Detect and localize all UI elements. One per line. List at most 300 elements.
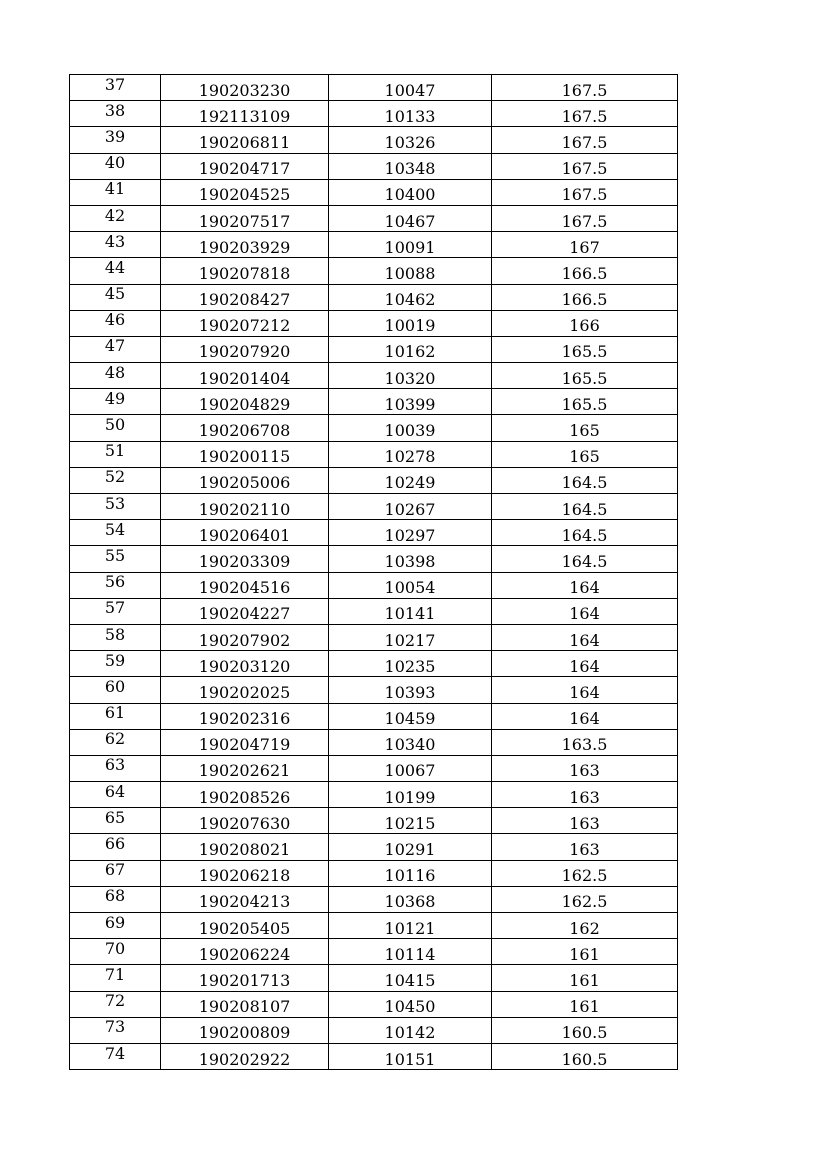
id-number-cell-text: 190202922 (198, 1049, 291, 1069)
score-cell-text: 166 (569, 316, 600, 336)
score-table-body (70, 75, 678, 1070)
score-cell-text: 164 (569, 578, 600, 598)
ticket-number-cell (329, 572, 492, 598)
ticket-number-cell-text: 10217 (384, 630, 436, 650)
rank-cell (70, 336, 161, 362)
score-cell (492, 258, 678, 284)
rank-cell (70, 546, 161, 572)
score-cell-text: 163.5 (561, 735, 608, 755)
ticket-number-cell (329, 389, 492, 415)
score-cell-text: 165.5 (561, 342, 608, 362)
id-number-cell (161, 415, 329, 441)
id-number-cell-text: 190207920 (198, 342, 291, 362)
rank-cell-text: 38 (104, 100, 126, 120)
score-cell-text: 164 (569, 630, 600, 650)
rank-cell-text: 65 (104, 807, 126, 827)
ticket-number-cell (329, 624, 492, 650)
id-number-cell-text: 190203120 (198, 656, 291, 676)
ticket-number-cell-text: 10039 (384, 421, 436, 441)
ticket-number-cell-text: 10267 (384, 499, 436, 519)
id-number-cell (161, 232, 329, 258)
ticket-number-cell-text: 10249 (384, 473, 436, 493)
id-number-cell-text: 190204516 (198, 578, 291, 598)
rank-cell (70, 467, 161, 493)
table-row (70, 729, 678, 755)
score-cell-text: 167.5 (561, 80, 608, 100)
score-cell-text: 163 (569, 840, 600, 860)
table-row (70, 965, 678, 991)
id-number-cell-text: 190204227 (198, 604, 291, 624)
id-number-cell-text: 190207517 (198, 211, 291, 231)
table-row (70, 284, 678, 310)
rank-cell (70, 310, 161, 336)
id-number-cell-text: 190207818 (198, 263, 291, 283)
table-row (70, 782, 678, 808)
score-cell (492, 75, 678, 101)
score-cell (492, 886, 678, 912)
rank-cell-text: 56 (104, 572, 126, 592)
table-row (70, 153, 678, 179)
rank-cell (70, 153, 161, 179)
rank-cell-text: 68 (104, 886, 126, 906)
ticket-number-cell (329, 886, 492, 912)
score-cell (492, 127, 678, 153)
ticket-number-cell-text: 10326 (384, 132, 436, 152)
rank-cell (70, 729, 161, 755)
ticket-number-cell (329, 834, 492, 860)
rank-cell (70, 101, 161, 127)
id-number-cell (161, 363, 329, 389)
table-row (70, 494, 678, 520)
ticket-number-cell-text: 10067 (384, 761, 436, 781)
id-number-cell (161, 913, 329, 939)
id-number-cell-text: 190202621 (198, 761, 291, 781)
rank-cell-text: 41 (104, 179, 126, 199)
score-cell (492, 965, 678, 991)
score-cell-text: 167.5 (561, 211, 608, 231)
score-cell-text: 166.5 (561, 263, 608, 283)
id-number-cell-text: 190204829 (198, 394, 291, 414)
ticket-number-cell-text: 10320 (384, 368, 436, 388)
id-number-cell (161, 101, 329, 127)
score-cell-text: 163 (569, 761, 600, 781)
score-cell-text: 161 (569, 970, 600, 990)
ticket-number-cell-text: 10116 (384, 866, 436, 886)
rank-cell (70, 886, 161, 912)
score-cell-text: 162 (569, 918, 600, 938)
rank-cell-text: 61 (104, 703, 126, 723)
id-number-cell-text: 190200115 (198, 447, 291, 467)
score-cell (492, 860, 678, 886)
score-cell-text: 165.5 (561, 394, 608, 414)
id-number-cell (161, 336, 329, 362)
score-cell-text: 165 (569, 421, 600, 441)
score-cell (492, 1017, 678, 1043)
ticket-number-cell (329, 1043, 492, 1069)
table-row (70, 205, 678, 231)
score-cell (492, 467, 678, 493)
ticket-number-cell-text: 10047 (384, 80, 436, 100)
rank-cell-text: 40 (104, 153, 126, 173)
id-number-cell-text: 190207902 (198, 630, 291, 650)
score-cell-text: 164.5 (561, 551, 608, 571)
score-cell-text: 164 (569, 682, 600, 702)
id-number-cell (161, 572, 329, 598)
score-cell (492, 651, 678, 677)
id-number-cell (161, 310, 329, 336)
table-row (70, 913, 678, 939)
id-number-cell (161, 834, 329, 860)
score-cell (492, 572, 678, 598)
ticket-number-cell-text: 10091 (384, 237, 436, 257)
id-number-cell-text: 190206401 (198, 525, 291, 545)
table-row (70, 703, 678, 729)
id-number-cell-text: 190208427 (198, 290, 291, 310)
table-row (70, 179, 678, 205)
ticket-number-cell-text: 10054 (384, 578, 436, 598)
ticket-number-cell (329, 729, 492, 755)
table-row (70, 232, 678, 258)
id-number-cell (161, 153, 329, 179)
id-number-cell (161, 179, 329, 205)
score-cell-text: 164 (569, 709, 600, 729)
rank-cell (70, 624, 161, 650)
ticket-number-cell-text: 10450 (384, 997, 436, 1017)
rank-cell-text: 47 (104, 336, 126, 356)
ticket-number-cell-text: 10467 (384, 211, 436, 231)
ticket-number-cell-text: 10019 (384, 316, 436, 336)
ticket-number-cell (329, 153, 492, 179)
ticket-number-cell (329, 991, 492, 1017)
id-number-cell (161, 782, 329, 808)
id-number-cell (161, 965, 329, 991)
id-number-cell (161, 886, 329, 912)
id-number-cell-text: 190206218 (198, 866, 291, 886)
rank-cell-text: 39 (104, 126, 126, 146)
id-number-cell-text: 190204717 (198, 159, 291, 179)
rank-cell-text: 66 (104, 834, 126, 854)
score-cell (492, 310, 678, 336)
rank-cell-text: 42 (104, 205, 126, 225)
score-cell-text: 164.5 (561, 525, 608, 545)
id-number-cell-text: 190200809 (198, 1023, 291, 1043)
table-row (70, 258, 678, 284)
score-cell (492, 703, 678, 729)
score-cell-text: 164 (569, 656, 600, 676)
rank-cell-text: 63 (104, 755, 126, 775)
id-number-cell (161, 494, 329, 520)
rank-cell-text: 37 (104, 74, 126, 94)
score-cell-text: 164.5 (561, 499, 608, 519)
score-cell (492, 415, 678, 441)
rank-cell (70, 179, 161, 205)
rank-cell (70, 1043, 161, 1069)
rank-cell (70, 782, 161, 808)
rank-cell (70, 1017, 161, 1043)
rank-cell (70, 939, 161, 965)
id-number-cell-text: 190207212 (198, 316, 291, 336)
score-cell-text: 164.5 (561, 473, 608, 493)
table-row (70, 598, 678, 624)
table-row (70, 991, 678, 1017)
id-number-cell-text: 190203230 (198, 80, 291, 100)
score-cell-text: 167.5 (561, 185, 608, 205)
rank-cell-text: 43 (104, 231, 126, 251)
ticket-number-cell-text: 10114 (384, 944, 436, 964)
id-number-cell (161, 127, 329, 153)
score-cell (492, 284, 678, 310)
ticket-number-cell-text: 10459 (384, 709, 436, 729)
rank-cell-text: 46 (104, 310, 126, 330)
rank-cell (70, 520, 161, 546)
id-number-cell-text: 190203309 (198, 551, 291, 571)
table-row (70, 101, 678, 127)
id-number-cell (161, 755, 329, 781)
ticket-number-cell (329, 651, 492, 677)
rank-cell (70, 284, 161, 310)
ticket-number-cell-text: 10393 (384, 682, 436, 702)
ticket-number-cell-text: 10368 (384, 892, 436, 912)
id-number-cell-text: 190204213 (198, 892, 291, 912)
id-number-cell-text: 190208107 (198, 997, 291, 1017)
id-number-cell (161, 860, 329, 886)
table-row (70, 677, 678, 703)
ticket-number-cell (329, 179, 492, 205)
score-cell-text: 166.5 (561, 290, 608, 310)
ticket-number-cell (329, 965, 492, 991)
rank-cell (70, 860, 161, 886)
rank-cell-text: 54 (104, 519, 126, 539)
ticket-number-cell (329, 598, 492, 624)
rank-cell-text: 59 (104, 650, 126, 670)
ticket-number-cell (329, 677, 492, 703)
score-cell (492, 729, 678, 755)
ticket-number-cell-text: 10415 (384, 970, 436, 990)
ticket-number-cell (329, 808, 492, 834)
rank-cell (70, 651, 161, 677)
score-cell (492, 1043, 678, 1069)
ticket-number-cell (329, 703, 492, 729)
id-number-cell-text: 190208021 (198, 840, 291, 860)
id-number-cell-text: 190205006 (198, 473, 291, 493)
id-number-cell-text: 192113109 (198, 106, 291, 126)
ticket-number-cell (329, 75, 492, 101)
score-cell (492, 179, 678, 205)
table-row (70, 834, 678, 860)
score-cell (492, 494, 678, 520)
id-number-cell (161, 75, 329, 101)
id-number-cell (161, 598, 329, 624)
rank-cell-text: 62 (104, 729, 126, 749)
table-row (70, 572, 678, 598)
id-number-cell (161, 389, 329, 415)
score-cell-text: 167.5 (561, 132, 608, 152)
rank-cell (70, 363, 161, 389)
score-table (69, 74, 678, 1070)
rank-cell (70, 598, 161, 624)
score-cell-text: 167.5 (561, 106, 608, 126)
table-row (70, 415, 678, 441)
id-number-cell (161, 284, 329, 310)
rank-cell-text: 58 (104, 624, 126, 644)
rank-cell (70, 258, 161, 284)
rank-cell (70, 572, 161, 598)
score-cell-text: 161 (569, 944, 600, 964)
score-cell-text: 163 (569, 787, 600, 807)
id-number-cell (161, 729, 329, 755)
rank-cell (70, 127, 161, 153)
score-cell (492, 441, 678, 467)
score-cell-text: 167 (569, 237, 600, 257)
ticket-number-cell-text: 10398 (384, 551, 436, 571)
score-cell (492, 232, 678, 258)
ticket-number-cell-text: 10199 (384, 787, 436, 807)
score-cell-text: 161 (569, 997, 600, 1017)
ticket-number-cell (329, 546, 492, 572)
score-cell-text: 165.5 (561, 368, 608, 388)
ticket-number-cell (329, 782, 492, 808)
table-row (70, 389, 678, 415)
rank-cell-text: 67 (104, 860, 126, 880)
ticket-number-cell-text: 10297 (384, 525, 436, 545)
score-cell-text: 160.5 (561, 1023, 608, 1043)
table-row (70, 336, 678, 362)
id-number-cell (161, 441, 329, 467)
ticket-number-cell (329, 310, 492, 336)
score-cell (492, 389, 678, 415)
rank-cell-text: 44 (104, 257, 126, 277)
ticket-number-cell (329, 939, 492, 965)
ticket-number-cell (329, 913, 492, 939)
ticket-number-cell-text: 10162 (384, 342, 436, 362)
score-cell-text: 162.5 (561, 892, 608, 912)
id-number-cell (161, 520, 329, 546)
ticket-number-cell-text: 10121 (384, 918, 436, 938)
score-cell (492, 755, 678, 781)
ticket-number-cell (329, 258, 492, 284)
score-cell (492, 991, 678, 1017)
rank-cell (70, 389, 161, 415)
rank-cell (70, 703, 161, 729)
rank-cell-text: 49 (104, 388, 126, 408)
rank-cell-text: 45 (104, 284, 126, 304)
ticket-number-cell (329, 336, 492, 362)
rank-cell-text: 69 (104, 912, 126, 932)
score-cell (492, 624, 678, 650)
ticket-number-cell-text: 10215 (384, 813, 436, 833)
id-number-cell (161, 467, 329, 493)
table-row (70, 886, 678, 912)
rank-cell-text: 60 (104, 676, 126, 696)
id-number-cell-text: 190205405 (198, 918, 291, 938)
table-row (70, 363, 678, 389)
table-row (70, 860, 678, 886)
table-row (70, 310, 678, 336)
score-cell-text: 165 (569, 447, 600, 467)
id-number-cell (161, 939, 329, 965)
score-cell (492, 363, 678, 389)
id-number-cell (161, 258, 329, 284)
ticket-number-cell (329, 363, 492, 389)
score-cell (492, 520, 678, 546)
ticket-number-cell (329, 1017, 492, 1043)
rank-cell (70, 834, 161, 860)
rank-cell-text: 72 (104, 991, 126, 1011)
score-cell (492, 677, 678, 703)
rank-cell-text: 55 (104, 545, 126, 565)
id-number-cell-text: 190204719 (198, 735, 291, 755)
id-number-cell-text: 190206811 (198, 132, 291, 152)
rank-cell (70, 232, 161, 258)
id-number-cell (161, 991, 329, 1017)
rank-cell (70, 494, 161, 520)
score-cell (492, 101, 678, 127)
ticket-number-cell (329, 494, 492, 520)
ticket-number-cell-text: 10400 (384, 185, 436, 205)
id-number-cell-text: 190201404 (198, 368, 291, 388)
rank-cell (70, 441, 161, 467)
ticket-number-cell-text: 10088 (384, 263, 436, 283)
rank-cell-text: 52 (104, 467, 126, 487)
score-cell-text: 163 (569, 813, 600, 833)
ticket-number-cell (329, 415, 492, 441)
ticket-number-cell (329, 284, 492, 310)
table-row (70, 939, 678, 965)
rank-cell-text: 73 (104, 1017, 126, 1037)
score-cell (492, 205, 678, 231)
id-number-cell (161, 205, 329, 231)
table-row (70, 441, 678, 467)
ticket-number-cell (329, 441, 492, 467)
ticket-number-cell-text: 10142 (384, 1023, 436, 1043)
rank-cell-text: 70 (104, 938, 126, 958)
score-cell-text: 162.5 (561, 866, 608, 886)
rank-cell (70, 808, 161, 834)
id-number-cell-text: 190207630 (198, 813, 291, 833)
score-cell (492, 546, 678, 572)
table-row (70, 1017, 678, 1043)
id-number-cell-text: 190206224 (198, 944, 291, 964)
id-number-cell-text: 190201713 (198, 970, 291, 990)
rank-cell (70, 913, 161, 939)
table-row (70, 75, 678, 101)
score-cell (492, 808, 678, 834)
id-number-cell (161, 1017, 329, 1043)
ticket-number-cell-text: 10340 (384, 735, 436, 755)
ticket-number-cell-text: 10278 (384, 447, 436, 467)
ticket-number-cell (329, 232, 492, 258)
table-row (70, 624, 678, 650)
score-cell-text: 164 (569, 604, 600, 624)
score-cell (492, 598, 678, 624)
ticket-number-cell-text: 10133 (384, 106, 436, 126)
id-number-cell (161, 651, 329, 677)
ticket-number-cell-text: 10348 (384, 159, 436, 179)
score-cell (492, 834, 678, 860)
ticket-number-cell-text: 10141 (384, 604, 436, 624)
id-number-cell-text: 190204525 (198, 185, 291, 205)
ticket-number-cell-text: 10235 (384, 656, 436, 676)
score-cell (492, 153, 678, 179)
rank-cell-text: 48 (104, 362, 126, 382)
ticket-number-cell (329, 755, 492, 781)
id-number-cell (161, 703, 329, 729)
id-number-cell-text: 190206708 (198, 421, 291, 441)
id-number-cell (161, 1043, 329, 1069)
ticket-number-cell (329, 101, 492, 127)
score-cell-text: 160.5 (561, 1049, 608, 1069)
table-row (70, 1043, 678, 1069)
